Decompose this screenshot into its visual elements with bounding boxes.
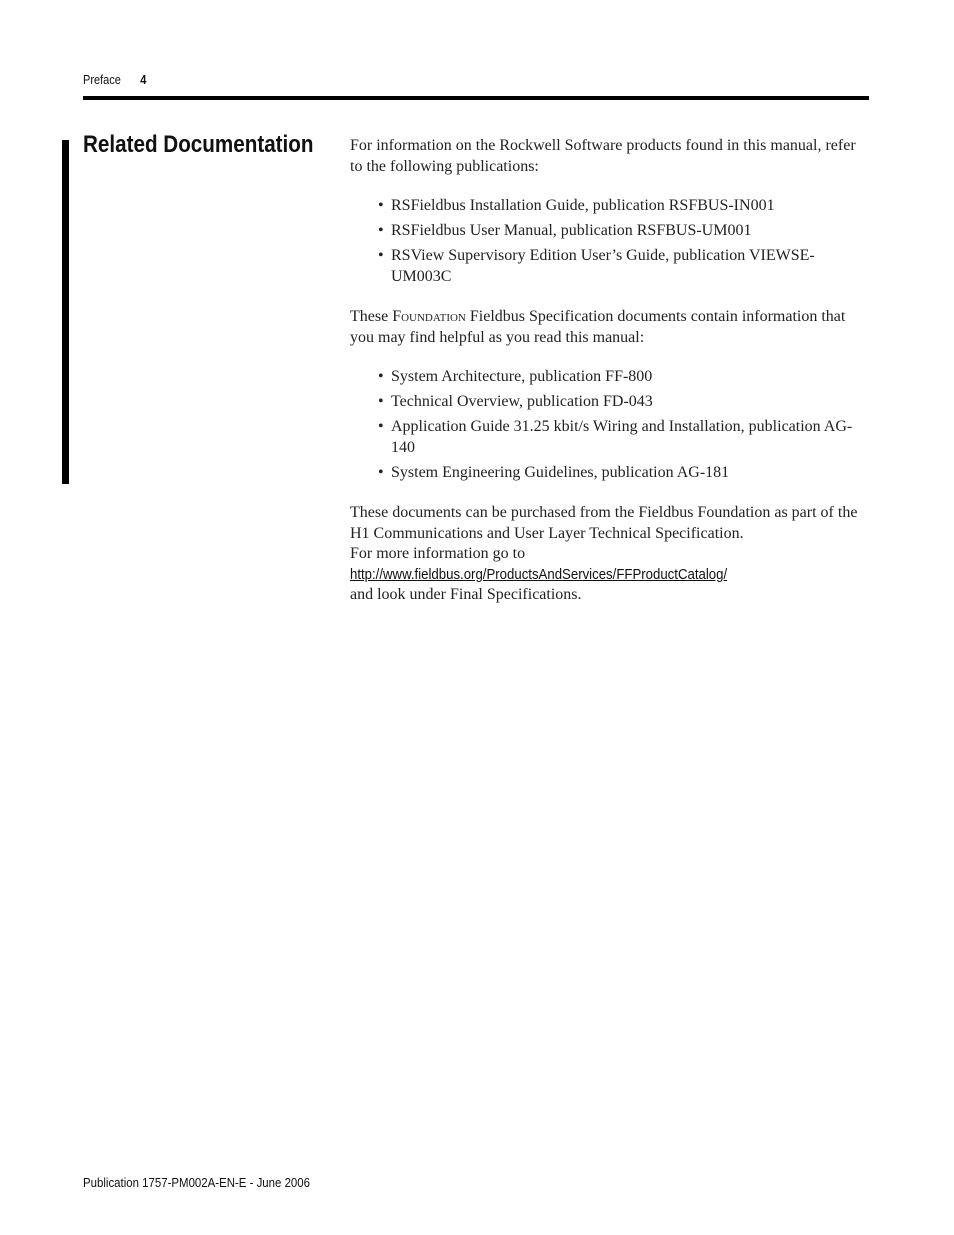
list-item: • Application Guide 31.25 kbit/s Wiring and Installation, publication AG-140 [378, 417, 865, 458]
section-title: Related Documentation [83, 131, 314, 158]
change-bar [62, 140, 69, 484]
purchase-paragraph: These documents can be purchased from the Fieldbus Foundation as part of the H1 Communications and User Layer Technical Specification. [350, 504, 858, 542]
publications-list [350, 196, 865, 287]
foundation-paragraph [350, 307, 865, 348]
header-rule [83, 96, 869, 100]
specifications-list [350, 367, 865, 483]
page-footer: Publication 1757-PM002A-EN-E - June 2006 [83, 1175, 311, 1190]
header-section-label: Preface [83, 73, 121, 87]
page-header [83, 73, 146, 87]
closing-line: and look under Final Specifications. [350, 586, 582, 603]
list-item: • System Architecture, publication FF-800 [378, 367, 865, 388]
foundation-text-before: These [350, 308, 393, 325]
fieldbus-catalog-link[interactable]: http://www.fieldbus.org/ProductsAndServices/FFProductCatalog/ [350, 565, 728, 583]
list-item: • System Engineering Guidelines, publication AG-181 [378, 463, 865, 484]
main-content [350, 136, 865, 606]
intro-paragraph: For information on the Rockwell Software products found in this manual, refer to the following publications: [350, 137, 856, 175]
list-item: • Technical Overview, publication FD-043 [378, 392, 865, 413]
list-item: • RSFieldbus Installation Guide, publication RSFBUS-IN001 [378, 196, 865, 217]
more-info-line: For more information go to [350, 545, 526, 562]
list-item: • RSView Supervisory Edition User’s Guide, publication VIEWSE-UM003C [378, 246, 865, 287]
page-number: 4 [140, 73, 147, 87]
list-item: • RSFieldbus User Manual, publication RSFBUS-UM001 [378, 221, 865, 242]
foundation-text-after: Fieldbus Specification documents contain information that you may find helpful as you read this manual: [350, 308, 846, 346]
foundation-smallcaps: Foundation [392, 308, 466, 325]
link-line [350, 565, 865, 586]
